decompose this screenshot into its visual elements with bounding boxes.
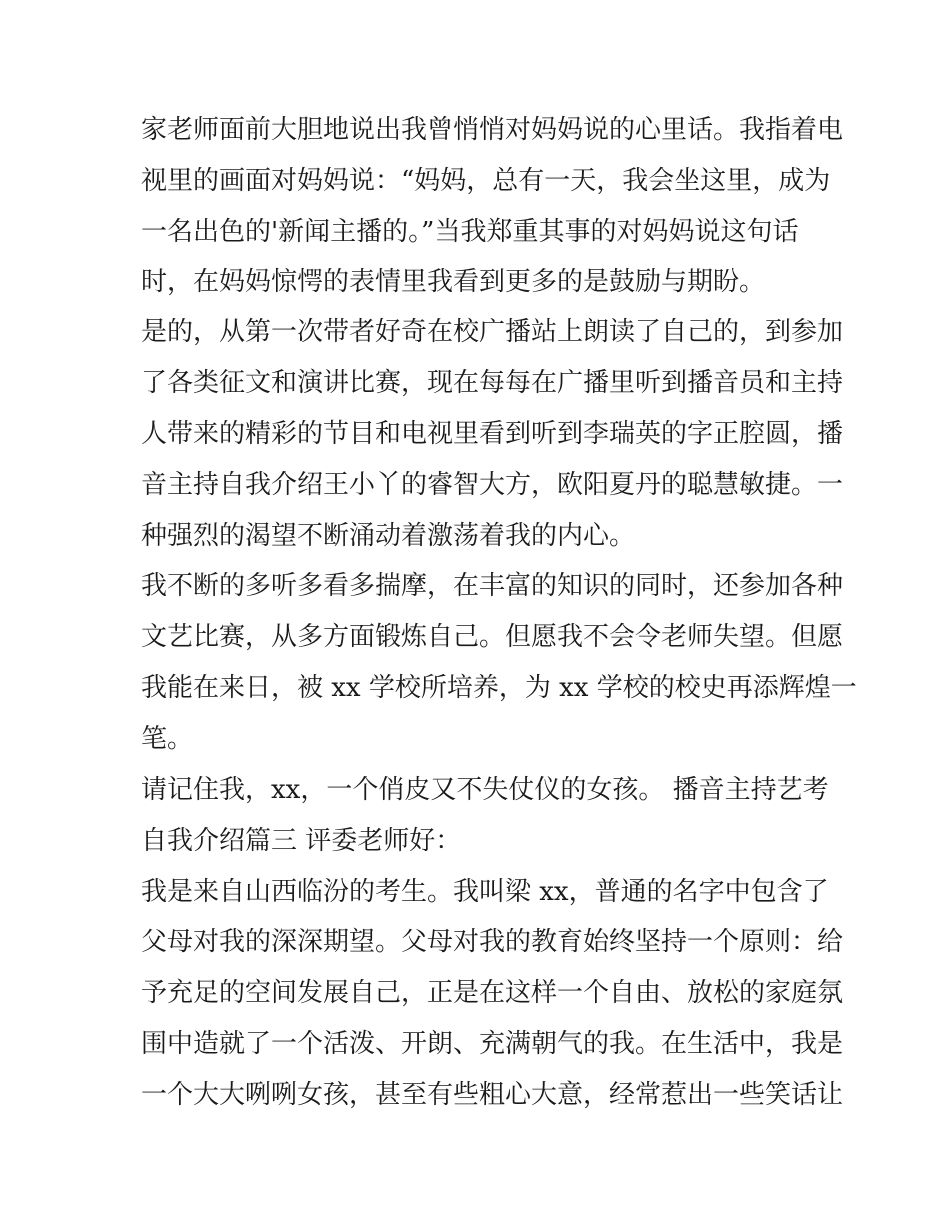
text-line: 了各类征文和演讲比赛，现在每每在广播里听到播音员和主持 (141, 368, 844, 398)
text-line: 是的，从第一次带者好奇在校广播站上朗读了自己的，到参加 (141, 317, 844, 347)
text-line: 我能在来日，被 xx 学校所培养，为 xx 学校的校史再添辉煌一 (141, 673, 857, 703)
text-line: 家老师面前大胆地说出我曾悄悄对妈妈说的心里话。我指着电 (141, 115, 844, 145)
text-line: 自我介绍篇三 评委老师好： (141, 826, 462, 856)
text-line: 音主持自我介绍王小丫的睿智大方，欧阳夏丹的聪慧敏捷。一 (141, 470, 844, 500)
text-line: 一个大大咧咧女孩，甚至有些粗心大意，经常惹出一些笑话让 (141, 1080, 844, 1110)
text-line: 我不断的多听多看多揣摩，在丰富的知识的同时，还参加各种 (141, 571, 844, 601)
text-line: 父母对我的深深期望。父母对我的教育始终坚持一个原则：给 (141, 927, 844, 957)
text-line: 一名出色的'新闻主播的。”当我郑重其事的对妈妈说这句话 (141, 217, 799, 247)
text-line: 人带来的精彩的节目和电视里看到听到李瑞英的字正腔圆，播 (141, 419, 844, 449)
text-line: 文艺比赛，从多方面锻炼自己。但愿我不会令老师失望。但愿 (141, 622, 844, 652)
text-line: 予充足的空间发展自己，正是在这样一个自由、放松的家庭氛 (141, 978, 844, 1008)
text-line: 围中造就了一个活泼、开朗、充满朝气的我。在生活中，我是 (141, 1029, 844, 1059)
text-line: 笔。 (141, 724, 194, 754)
text-line: 时，在妈妈惊愕的表情里我看到更多的是鼓励与期盼。 (141, 267, 766, 297)
text-line: 视里的画面对妈妈说：“妈妈，总有一天，我会坐这里，成为 (141, 166, 831, 196)
text-line: 请记住我，xx，一个俏皮又不失仗仪的女孩。 播音主持艺考 (141, 775, 829, 805)
text-line: 种强烈的渴望不断涌动着激荡着我的内心。 (141, 521, 636, 551)
text-line: 我是来自山西临汾的考生。我叫梁 xx，普通的名字中包含了 (141, 877, 829, 907)
